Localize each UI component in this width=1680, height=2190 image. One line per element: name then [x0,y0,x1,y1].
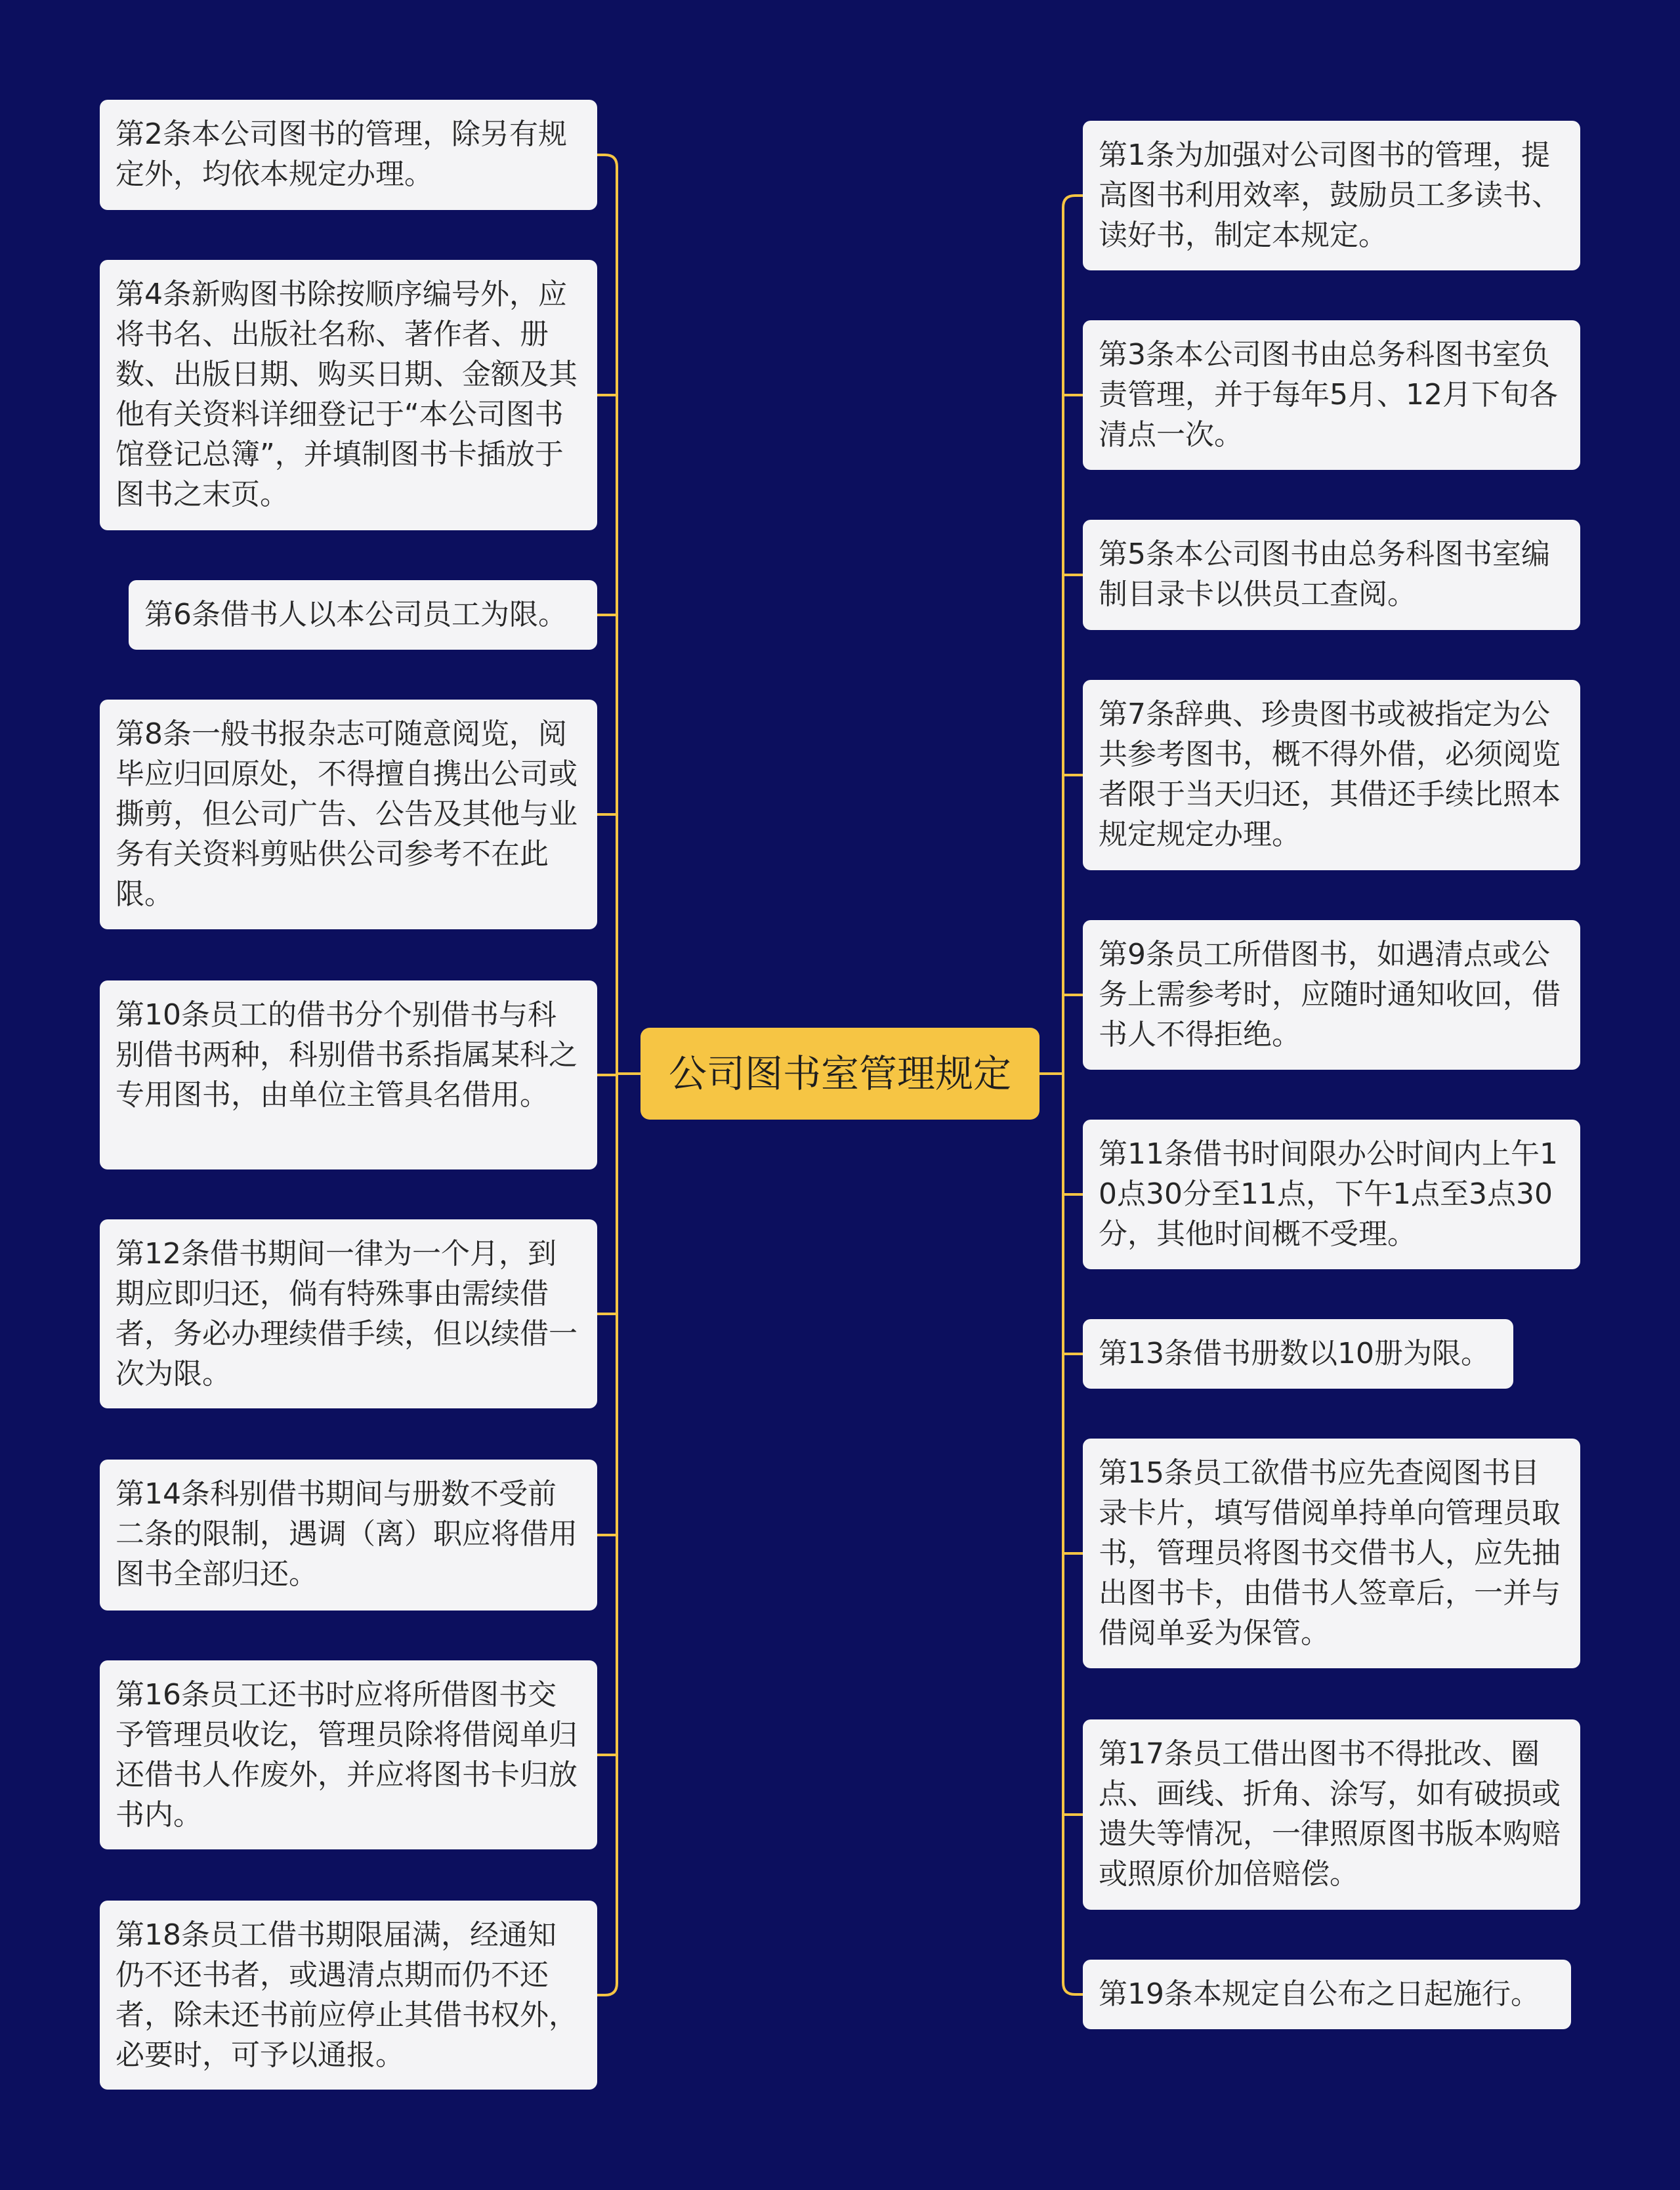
node-text: 第8条一般书报杂志可随意阅览，阅毕应归回原处，不得擅自携出公司或撕剪，但公司广告、公告及其他与业务有关资料剪贴供公司参考不在此限。 [116,717,578,911]
branch-node-article-2[interactable] [100,100,597,210]
node-text: 第1条为加强对公司图书的管理，提高图书利用效率，鼓励员工多读书、读好书，制定本规定。 [1099,138,1561,252]
branch-node-article-14[interactable] [100,1460,597,1611]
branch-node-article-6[interactable] [129,580,597,650]
node-text: 第18条员工借书期限届满，经通知仍不还书者，或遇清点期而仍不还者，除未还书前应停止其借书权外，必要时，可予以通报。 [116,1918,578,2072]
node-text: 第9条员工所借图书，如遇清点或公务上需参考时，应随时通知收回，借书人不得拒绝。 [1099,938,1561,1051]
node-text: 第6条借书人以本公司员工为限。 [144,598,567,631]
branch-node-article-3[interactable] [1083,320,1580,470]
node-text: 第10条员工的借书分个别借书与科别借书两种，科别借书系指属某科之专用图书，由单位主管具名借用。 [116,998,578,1112]
node-text: 第5条本公司图书由总务科图书室编制目录卡以供员工查阅。 [1099,537,1550,611]
center-topic[interactable] [640,1028,1040,1120]
node-text: 第16条员工还书时应将所借图书交予管理员收讫，管理员除将借阅单归还借书人作废外，并应将图书卡归放书内。 [116,1678,578,1832]
node-text: 第3条本公司图书由总务科图书室负责管理，并于每年5月、12月下旬各清点一次。 [1099,338,1558,452]
branch-node-article-11[interactable] [1083,1120,1580,1269]
branch-node-article-17[interactable] [1083,1719,1580,1910]
node-text: 第15条员工欲借书应先查阅图书目录卡片，填写借阅单持单向管理员取书，管理员将图书交借书人，应先抽出图书卡，由借书人签章后，一并与借阅单妥为保管。 [1099,1456,1561,1650]
center-topic-label: 公司图书室管理规定 [668,1051,1011,1096]
branch-node-article-19[interactable] [1083,1960,1571,2029]
node-text: 第13条借书册数以10册为限。 [1099,1337,1490,1370]
branch-node-article-8[interactable] [100,700,597,929]
branch-node-article-13[interactable] [1083,1319,1513,1389]
right-link-b19 [1063,1983,1083,1994]
node-text: 第17条员工借出图书不得批改、圈点、画线、折角、涂写，如有破损或遗失等情况，一律照原图书版本购赔或照原价加倍赔偿。 [1099,1737,1561,1891]
node-text: 第12条借书期间一律为一个月，到期应即归还，倘有特殊事由需续借者，务必办理续借手续，但以续借一次为限。 [116,1237,578,1391]
left-link-a18 [597,1983,617,1995]
branch-node-article-1[interactable] [1083,121,1580,270]
branch-node-article-18[interactable] [100,1901,597,2090]
node-text: 第2条本公司图书的管理，除另有规定外，均依本规定办理。 [116,117,567,191]
branch-node-article-7[interactable] [1083,680,1580,870]
branch-node-article-12[interactable] [100,1219,597,1408]
node-text: 第11条借书时间限办公时间内上午10点30分至11点，下午1点至3点30分，其他时间概不受理。 [1099,1137,1558,1251]
branch-node-article-5[interactable] [1083,520,1580,630]
branch-node-article-15[interactable] [1083,1439,1580,1668]
node-text: 第4条新购图书除按顺序编号外，应将书名、出版社名称、著作者、册数、出版日期、购买日期、金额及其他有关资料详细登记于“本公司图书馆登记总簿”，并填制图书卡插放于图书之末页。 [116,278,578,511]
node-text: 第19条本规定自公布之日起施行。 [1099,1977,1540,2011]
node-text: 第14条科别借书期间与册数不受前二条的限制，遇调（离）职应将借用图书全部归还。 [116,1477,578,1591]
branch-node-article-9[interactable] [1083,920,1580,1070]
node-text: 第7条辞典、珍贵图书或被指定为公共参考图书，概不得外借，必须阅览者限于当天归还，其借还手续比照本规定规定办理。 [1099,698,1561,851]
branch-node-article-10[interactable] [100,980,597,1169]
branch-node-article-16[interactable] [100,1660,597,1849]
left-link-a2 [597,155,617,167]
branch-node-article-4[interactable] [100,260,597,530]
right-link-b1 [1063,196,1083,207]
